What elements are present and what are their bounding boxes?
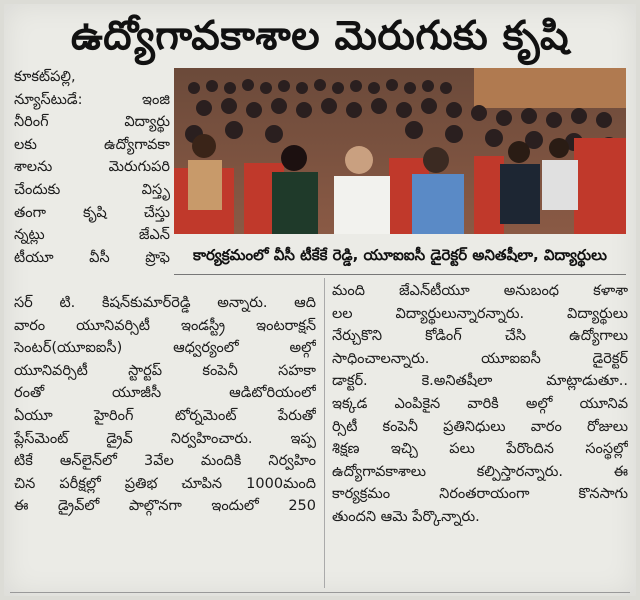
intro-column	[14, 66, 170, 269]
headline: ఉద్యోగావకాశాల మెరుగుకు కృషి	[70, 13, 570, 59]
text-line: రంతో యూజీసీ ఆడిటోరియంలో	[14, 385, 316, 402]
text-line: తుందని ఆమె పేర్కొన్నారు.	[332, 508, 480, 525]
text-line: టికే ఆన్‌లైన్‌లో 3వేల మందికి నిర్వహిం	[14, 453, 316, 470]
text-line: చేందుకు విస్తృ	[14, 181, 170, 198]
text-line: కూకట్‌పల్లి,	[14, 69, 76, 85]
text-line: ఈ డ్రైవ్‌లో పాల్గొనగా ఇందులో 250	[14, 498, 316, 515]
text-line: ఏయూ హైరింగ్ టోర్నమెంట్ పేరుతో	[14, 407, 316, 424]
text-line: సెంటర్(యూఐఐసీ) ఆధ్వర్యంలో అల్గో	[14, 340, 316, 357]
text-line: సాధించాలన్నారు. యూఐఐసీ డైరెక్టర్	[332, 350, 628, 367]
text-line: నేర్చుకొని కోడింగ్ చేసి ఉద్యోగాలు	[332, 328, 628, 345]
text-line: టీయూ వీసీ ప్రొఫె	[14, 249, 170, 266]
body-column-right	[332, 280, 628, 529]
text-line: న్యూస్‌టుడే: ఇంజి	[14, 91, 170, 108]
caption-rule	[174, 274, 626, 275]
body-column-left	[14, 292, 316, 518]
text-line: ఇక్కడ ఎంపికైన వారికి అల్గో యూనివ	[332, 395, 628, 412]
text-line: శాలను మెరుగుపరి	[14, 159, 170, 176]
text-line: డాక్టర్. కె.అనితషీలా మాట్లాడుతూ..	[332, 373, 628, 390]
event-photo	[174, 68, 626, 234]
text-line: సర్ టి. కిషన్‌కుమార్‌రెడ్డి అన్నారు. ఆది	[14, 295, 316, 311]
column-divider	[324, 278, 325, 588]
text-line: కార్యక్రమం నిరంతరాయంగా కొనసాగు	[332, 486, 628, 503]
text-line: శిక్షణ ఇచ్చి పలు పేరొందిన సంస్థల్లో	[332, 441, 628, 458]
text-line: లల విద్యార్థులున్నారన్నారు. విద్యార్థులు	[332, 305, 628, 322]
text-line: ప్లేస్‌మెంట్ డ్రైవ్ నిర్వహించారు. ఇప్ప	[14, 430, 316, 447]
text-line: లకు ఉద్యోగావకా	[14, 136, 170, 153]
text-line: వారం యూనివర్సిటీ ఇండస్ట్రీ ఇంటరాక్షన్	[14, 317, 316, 334]
text-line: యూనివర్సిటీ స్టార్టప్ కంపెనీ సహకా	[14, 362, 316, 379]
text-line: ఉద్యోగావకాశాలు కల్పిస్తారన్నారు. ఈ	[332, 463, 628, 480]
text-line: నీరింగ్ విద్యార్థు	[14, 114, 170, 131]
photo-caption: కార్యక్రమంలో వీసీ టీకేకే రెడ్డి, యూఐఐసీ డైరెక్టర్ అనితషీలా, విద్యార్థులు	[193, 246, 607, 264]
text-line: ర్సిటీ కంపెనీ ప్రతినిధులు వారం రోజులు	[332, 418, 628, 435]
text-line: తంగా కృషి చేస్తు	[14, 204, 170, 221]
text-line: మంది జేఎన్‌టీయూ అనుబంధ కళాశా	[332, 283, 628, 299]
audience-illustration	[174, 68, 626, 234]
text-line: న్నట్లు జేఎన్	[14, 227, 170, 244]
text-line: చిన పరీక్షల్లో ప్రతిభ చూపిన 1000మంది	[14, 475, 316, 492]
bottom-rule	[10, 592, 630, 593]
